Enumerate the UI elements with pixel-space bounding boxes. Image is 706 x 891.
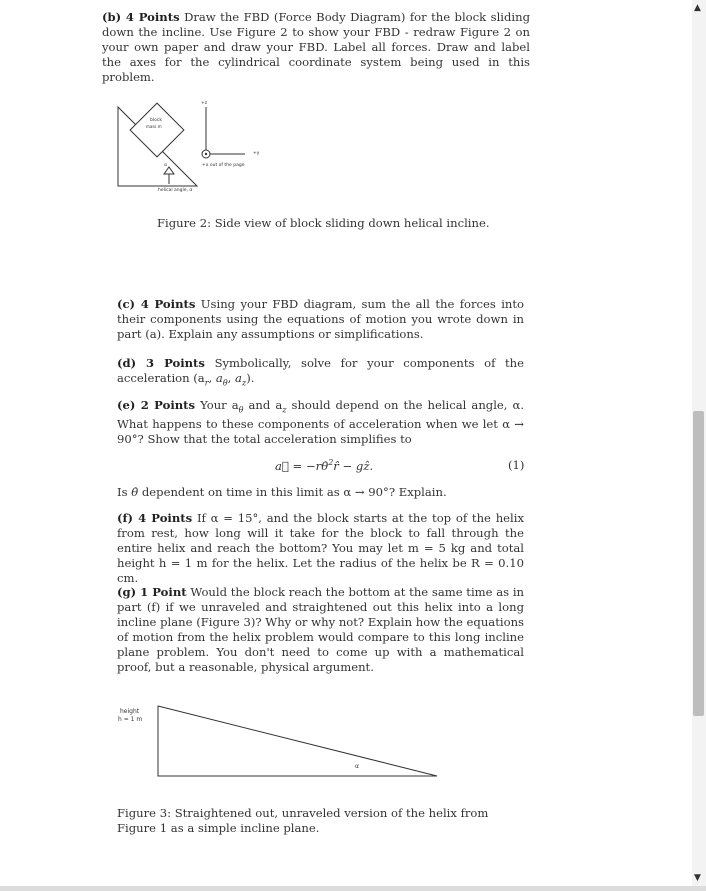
alpha-label-fig3: α bbox=[355, 763, 359, 770]
bottom-edge-bar bbox=[0, 886, 706, 891]
part-b-paragraph bbox=[102, 10, 530, 85]
out-of-page-icon bbox=[202, 150, 210, 158]
part-d-label: (d) 3 Points bbox=[117, 356, 205, 370]
block-rotated bbox=[130, 103, 184, 157]
scroll-up-icon[interactable]: ▲ bbox=[694, 3, 701, 13]
figure-3-diagram bbox=[115, 700, 445, 780]
part-c-text: Using your FBD diagram, sum the all the forces into their components using the equations of motion you wrote down in part (a). Explain any assumptions or simplifications. bbox=[117, 297, 525, 341]
part-g-text: Would the block reach the bottom at the same time as in part (f) if we unraveled and straightened out this helix into a long incline plane (Figure 3)? Why or why not? Explain how the equations of motion from the helix problem would compare to this long incline plane problem. You don't need to come up with a mathematical proof, but a reasonable, physical argument. bbox=[117, 585, 524, 674]
theta-dot-text-1: Is bbox=[117, 485, 132, 499]
part-c-label: (c) 4 Points bbox=[117, 297, 196, 311]
part-d-text: Symbolically, solve for your components of the acceleration (a bbox=[117, 356, 524, 385]
scroll-down-icon[interactable]: ▼ bbox=[694, 873, 701, 883]
figure-2-diagram bbox=[112, 96, 282, 201]
block-label-1: block bbox=[150, 118, 162, 123]
scrollbar-thumb[interactable] bbox=[693, 411, 704, 716]
part-g-paragraph bbox=[117, 585, 524, 675]
theta-dot-question: Is θ̇ dependent on time in this limit as α → 90°? Explain. bbox=[117, 485, 447, 499]
incline-plane-triangle bbox=[158, 706, 437, 776]
part-c-paragraph bbox=[117, 297, 524, 342]
z-axis-label: +z bbox=[201, 101, 208, 106]
figure-3-caption: Figure 3: Straightened out, unraveled version of the helix from Figure 1 as a simple incline plane. bbox=[117, 806, 489, 835]
part-e-paragraph: (e) 2 Points Your $a_\theta$ and $a_z$ should depend on the helical angle, α. What happens to these components of acceleration when we let α → 90°? Show that the total acceleration simplifies to bbox=[117, 398, 525, 447]
alpha-label-fig2: α bbox=[164, 163, 167, 168]
part-b-label: (b) 4 Points bbox=[102, 10, 180, 24]
part-d-text-end: ). bbox=[246, 371, 255, 385]
x-axis-label: +x out of the page bbox=[202, 163, 245, 168]
part-d-paragraph: (d) 3 Points Symbolically, solve for your components of the acceleration ($a_r$, $a_\theta$, $a_z$). bbox=[117, 356, 524, 388]
helical-angle-label: helical angle, α bbox=[158, 188, 193, 193]
part-g-label: (g) 1 Point bbox=[117, 585, 187, 599]
part-b-text: Draw the FBD (Force Body Diagram) for the block sliding down the incline. Use Figure 2 to show your FBD - redraw Figure 2 on your own paper and draw your FBD. Label all forces. Draw and label the axes for the cylindrical coordinate system being used in this problem. bbox=[102, 10, 531, 84]
y-axis-label: +y bbox=[253, 151, 260, 156]
theta-dot-text-2: dependent on time in this limit as α → 90°? Explain. bbox=[138, 485, 447, 499]
height-label-1: height bbox=[120, 708, 140, 715]
part-e-text-1: Your a bbox=[200, 398, 239, 412]
equation-number: (1) bbox=[508, 458, 525, 472]
arrow-up-icon bbox=[164, 167, 174, 184]
part-f-paragraph bbox=[117, 511, 524, 586]
acceleration-equation: a⃗ = −rθ̇$^2$r̂ − gẑ. bbox=[275, 458, 374, 473]
part-e-text-2: and a bbox=[243, 398, 283, 412]
block-label-2: mass m bbox=[146, 124, 162, 129]
height-label-2: h = 1 m bbox=[118, 716, 143, 723]
part-e-text-3: should depend on the helical angle, α. What happens to these components of acceleration when we let α → 90°? Show that the total acceleration simplifies to bbox=[117, 398, 525, 447]
part-f-label: (f) 4 Points bbox=[117, 511, 193, 525]
figure-2-caption: Figure 2: Side view of block sliding down helical incline. bbox=[157, 216, 490, 230]
part-f-text: If α = 15°, and the block starts at the top of the helix from rest, how long will it take for the block to fall through the entire helix and reach the bottom? You may let m = 5 kg and total height h = 1 m for the helix. Let the radius of the helix be R = 0.10 cm. bbox=[117, 511, 524, 585]
part-e-label: (e) 2 Points bbox=[117, 398, 196, 412]
